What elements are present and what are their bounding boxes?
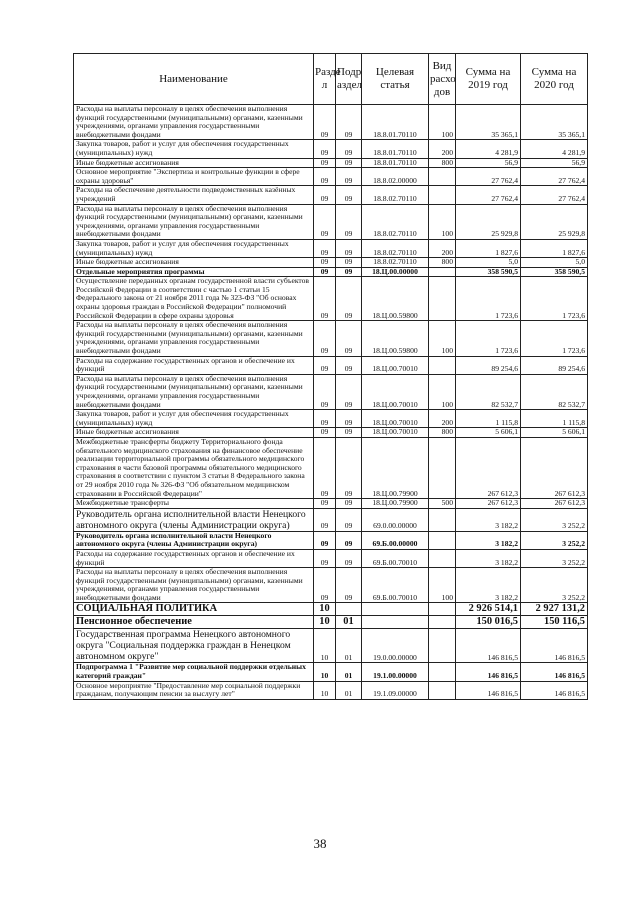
cell-razdel: 09 (314, 239, 336, 257)
cell-sum-2020: 358 590,5 (521, 267, 588, 277)
table-row (74, 168, 588, 186)
cell-sum-2019: 35 365,1 (456, 105, 521, 140)
table-row (74, 616, 588, 629)
cell-razdel: 10 (314, 629, 336, 663)
cell-podrazdel: 09 (336, 267, 362, 277)
table-row (74, 568, 588, 603)
header-target-article: Целевая статья (362, 54, 429, 105)
cell-podrazdel: 01 (336, 629, 362, 663)
cell-name: Расходы на содержание государственных органов и обеспечение их функций (74, 356, 314, 374)
cell-sum-2020: 2 927 131,2 (521, 603, 588, 616)
cell-podrazdel: 09 (336, 239, 362, 257)
table-row (74, 531, 588, 549)
cell-sum-2020: 56,9 (521, 158, 588, 168)
cell-expense-type: 100 (429, 321, 456, 356)
cell-target-article: 18.Ц.00.79900 (362, 437, 429, 498)
page-number: 38 (313, 836, 327, 851)
cell-name: Отдельные мероприятия программы (74, 267, 314, 277)
cell-razdel: 09 (314, 204, 336, 239)
cell-sum-2019: 358 590,5 (456, 267, 521, 277)
cell-name: Закупка товаров, работ и услуг для обеспечения государственных (муниципальных) нужд (74, 410, 314, 428)
cell-sum-2019: 3 182,2 (456, 531, 521, 549)
cell-target-article: 18.8.02.70110 (362, 204, 429, 239)
cell-expense-type: 100 (429, 374, 456, 409)
cell-podrazdel: 09 (336, 258, 362, 268)
cell-razdel: 09 (314, 410, 336, 428)
cell-sum-2019: 3 182,2 (456, 568, 521, 603)
table-row (74, 140, 588, 158)
budget-table (73, 53, 588, 700)
cell-expense-type: 100 (429, 204, 456, 239)
cell-sum-2020: 146 816,5 (521, 663, 588, 681)
cell-name: Расходы на содержание государственных органов и обеспечение их функций (74, 549, 314, 567)
cell-name: Осуществление переданных органам государственной власти субъектов Российской Федерации в соответствии с частью 1 статьи 15 Федерального закона от 21 ноября 2011 года № 323-ФЗ "Об основах охраны здоровья граждан в Российской Федерации" полномочий Российской Федерации в сфере охраны здоровья (74, 277, 314, 321)
cell-podrazdel: 09 (336, 158, 362, 168)
cell-name: Подпрограмма 1 "Развитие мер социальной поддержки отдельных категорий граждан" (74, 663, 314, 681)
cell-name: Закупка товаров, работ и услуг для обеспечения государственных (муниципальных) нужд (74, 239, 314, 257)
cell-sum-2020: 267 612,3 (521, 499, 588, 509)
cell-name: Расходы на выплаты персоналу в целях обеспечения выполнения функций государственными (муниципальными) органами, казенными учреждениями, органами управления государственными внебюджетными фондами (74, 374, 314, 409)
cell-razdel: 09 (314, 321, 336, 356)
cell-razdel: 09 (314, 499, 336, 509)
cell-sum-2020: 27 762,4 (521, 168, 588, 186)
cell-expense-type (429, 603, 456, 616)
cell-expense-type (429, 531, 456, 549)
cell-name: СОЦИАЛЬНАЯ ПОЛИТИКА (74, 603, 314, 616)
cell-razdel: 09 (314, 437, 336, 498)
cell-name: Расходы на выплаты персоналу в целях обеспечения выполнения функций государственными (муниципальными) органами, казенными учреждениями, органами управления государственными внебюджетными фондами (74, 204, 314, 239)
cell-name: Межбюджетные трансферты бюджету Территориального фонда обязательного медицинского страхования на финансовое обеспечение реализации территориальной программы обязательного медицинского страхования в части базовой программы обязательного медицинского страхования в соответствии с пунктом 3 статьи 8 Федерального закона от 29 ноября 2010 года № 326-ФЗ "Об обязательном медицинском страховании в Российской Федерации" (74, 437, 314, 498)
cell-razdel: 09 (314, 549, 336, 567)
cell-expense-type: 200 (429, 140, 456, 158)
cell-expense-type (429, 663, 456, 681)
cell-name: Расходы на выплаты персоналу в целях обеспечения выполнения функций государственными (муниципальными) органами, казенными учреждениями, органами управления государственными внебюджетными фондами (74, 568, 314, 603)
table-row (74, 277, 588, 321)
table-row (74, 629, 588, 663)
cell-sum-2020: 4 281,9 (521, 140, 588, 158)
header-expense-type: Вид расхо дов (429, 54, 456, 105)
cell-sum-2020: 3 252,2 (521, 549, 588, 567)
cell-expense-type: 800 (429, 258, 456, 268)
cell-expense-type (429, 267, 456, 277)
cell-expense-type (429, 549, 456, 567)
cell-sum-2020: 35 365,1 (521, 105, 588, 140)
cell-sum-2019: 1 723,6 (456, 321, 521, 356)
cell-sum-2020: 25 929,8 (521, 204, 588, 239)
cell-sum-2019: 4 281,9 (456, 140, 521, 158)
cell-sum-2019: 146 816,5 (456, 663, 521, 681)
cell-podrazdel: 09 (336, 374, 362, 409)
table-row (74, 603, 588, 616)
cell-razdel: 09 (314, 531, 336, 549)
cell-podrazdel: 01 (336, 681, 362, 699)
cell-target-article (362, 603, 429, 616)
cell-target-article: 18.8.01.70110 (362, 158, 429, 168)
cell-sum-2019: 56,9 (456, 158, 521, 168)
cell-target-article: 18.Ц.00.70010 (362, 374, 429, 409)
table-row (74, 374, 588, 409)
cell-razdel: 10 (314, 663, 336, 681)
header-podrazdel: Подр аздел (336, 54, 362, 105)
cell-name: Межбюджетные трансферты (74, 499, 314, 509)
cell-razdel: 09 (314, 568, 336, 603)
cell-podrazdel: 09 (336, 277, 362, 321)
cell-razdel: 09 (314, 356, 336, 374)
cell-podrazdel: 09 (336, 428, 362, 438)
cell-name: Иные бюджетные ассигнования (74, 428, 314, 438)
cell-razdel: 09 (314, 428, 336, 438)
cell-sum-2019: 267 612,3 (456, 437, 521, 498)
cell-podrazdel: 09 (336, 356, 362, 374)
cell-target-article: 69.Б.00.00000 (362, 531, 429, 549)
cell-podrazdel: 09 (336, 531, 362, 549)
cell-sum-2019: 1 827,6 (456, 239, 521, 257)
cell-razdel: 09 (314, 140, 336, 158)
cell-expense-type (429, 681, 456, 699)
cell-name: Расходы на выплаты персоналу в целях обеспечения выполнения функций государственными (муниципальными) органами, казенными учреждениями, органами управления государственными внебюджетными фондами (74, 105, 314, 140)
cell-podrazdel: 09 (336, 549, 362, 567)
table-row (74, 186, 588, 204)
cell-sum-2019: 146 816,5 (456, 681, 521, 699)
cell-expense-type: 200 (429, 239, 456, 257)
cell-sum-2020: 3 252,2 (521, 508, 588, 531)
cell-podrazdel: 01 (336, 663, 362, 681)
cell-name: Пенсионное обеспечение (74, 616, 314, 629)
cell-sum-2020: 1 115,8 (521, 410, 588, 428)
cell-sum-2019: 267 612,3 (456, 499, 521, 509)
cell-name: Основное мероприятие "Экспертиза и контрольные функции в сфере охраны здоровья" (74, 168, 314, 186)
table-row (74, 499, 588, 509)
cell-razdel: 10 (314, 681, 336, 699)
cell-podrazdel: 09 (336, 410, 362, 428)
cell-target-article: 19.1.09.00000 (362, 681, 429, 699)
cell-target-article: 18.8.02.70110 (362, 186, 429, 204)
cell-name: Расходы на обеспечение деятельности подведомственных казённых учреждений (74, 186, 314, 204)
cell-name: Основное мероприятие "Предоставление мер социальной поддержки гражданам, получающим пенсии за выслугу лет" (74, 681, 314, 699)
cell-name: Иные бюджетные ассигнования (74, 258, 314, 268)
cell-podrazdel: 09 (336, 437, 362, 498)
cell-name: Иные бюджетные ассигнования (74, 158, 314, 168)
cell-razdel: 09 (314, 258, 336, 268)
cell-sum-2019: 1 723,6 (456, 277, 521, 321)
cell-name: Государственная программа Ненецкого автономного округа "Социальная поддержка граждан в Ненецком автономном округе" (74, 629, 314, 663)
cell-sum-2019: 150 016,5 (456, 616, 521, 629)
cell-target-article: 69.Б.00.70010 (362, 568, 429, 603)
cell-sum-2019: 25 929,8 (456, 204, 521, 239)
cell-sum-2020: 3 252,2 (521, 531, 588, 549)
header-sum-2020: Сумма на 2020 год (521, 54, 588, 105)
cell-sum-2020: 89 254,6 (521, 356, 588, 374)
cell-expense-type (429, 186, 456, 204)
table-row (74, 239, 588, 257)
cell-target-article: 18.8.02.70110 (362, 239, 429, 257)
cell-name: Руководитель органа исполнительной власти Ненецкого автономного округа (члены Администрации округа) (74, 508, 314, 531)
cell-podrazdel (336, 603, 362, 616)
cell-razdel: 09 (314, 168, 336, 186)
cell-razdel: 09 (314, 186, 336, 204)
cell-target-article: 18.8.01.70110 (362, 105, 429, 140)
cell-target-article: 18.8.01.70110 (362, 140, 429, 158)
header-sum-2019: Сумма на 2019 год (456, 54, 521, 105)
cell-sum-2020: 3 252,2 (521, 568, 588, 603)
cell-target-article: 18.8.02.00000 (362, 168, 429, 186)
cell-sum-2020: 1 723,6 (521, 277, 588, 321)
table-row (74, 105, 588, 140)
table-row (74, 681, 588, 699)
cell-podrazdel: 09 (336, 204, 362, 239)
cell-sum-2019: 5 606,1 (456, 428, 521, 438)
cell-name: Расходы на выплаты персоналу в целях обеспечения выполнения функций государственными (муниципальными) органами, казенными учреждениями, органами управления государственными внебюджетными фондами (74, 321, 314, 356)
cell-sum-2020: 146 816,5 (521, 629, 588, 663)
cell-sum-2019: 3 182,2 (456, 549, 521, 567)
cell-name: Закупка товаров, работ и услуг для обеспечения государственных (муниципальных) нужд (74, 140, 314, 158)
cell-podrazdel: 09 (336, 168, 362, 186)
cell-expense-type: 500 (429, 499, 456, 509)
cell-sum-2020: 5 606,1 (521, 428, 588, 438)
cell-expense-type: 100 (429, 568, 456, 603)
cell-expense-type (429, 437, 456, 498)
cell-podrazdel: 09 (336, 186, 362, 204)
cell-razdel: 09 (314, 374, 336, 409)
cell-expense-type: 800 (429, 158, 456, 168)
cell-sum-2020: 267 612,3 (521, 437, 588, 498)
cell-expense-type (429, 508, 456, 531)
cell-target-article: 18.Ц.00.59800 (362, 277, 429, 321)
cell-sum-2019: 146 816,5 (456, 629, 521, 663)
cell-target-article: 18.Ц.00.70010 (362, 356, 429, 374)
cell-target-article (362, 616, 429, 629)
cell-sum-2020: 1 827,6 (521, 239, 588, 257)
cell-podrazdel: 09 (336, 499, 362, 509)
cell-sum-2019: 1 115,8 (456, 410, 521, 428)
cell-razdel: 09 (314, 508, 336, 531)
cell-razdel: 09 (314, 105, 336, 140)
cell-podrazdel: 01 (336, 616, 362, 629)
cell-razdel: 09 (314, 267, 336, 277)
cell-expense-type: 800 (429, 428, 456, 438)
table-row (74, 663, 588, 681)
cell-target-article: 69.Б.00.70010 (362, 549, 429, 567)
cell-target-article: 18.Ц.00.70010 (362, 410, 429, 428)
cell-target-article: 69.0.00.00000 (362, 508, 429, 531)
header-name: Наименование (74, 54, 314, 105)
cell-sum-2019: 27 762,4 (456, 186, 521, 204)
table-row (74, 508, 588, 531)
cell-podrazdel: 09 (336, 140, 362, 158)
cell-sum-2019: 3 182,2 (456, 508, 521, 531)
cell-sum-2020: 1 723,6 (521, 321, 588, 356)
table-row (74, 410, 588, 428)
cell-sum-2020: 27 762,4 (521, 186, 588, 204)
cell-expense-type: 200 (429, 410, 456, 428)
cell-podrazdel: 09 (336, 508, 362, 531)
cell-razdel: 10 (314, 603, 336, 616)
cell-razdel: 09 (314, 158, 336, 168)
cell-podrazdel: 09 (336, 321, 362, 356)
table-row (74, 549, 588, 567)
cell-sum-2020: 150 116,5 (521, 616, 588, 629)
cell-expense-type (429, 629, 456, 663)
cell-expense-type: 100 (429, 105, 456, 140)
cell-expense-type (429, 277, 456, 321)
table-row (74, 437, 588, 498)
cell-sum-2019: 27 762,4 (456, 168, 521, 186)
cell-target-article: 18.8.02.70110 (362, 258, 429, 268)
cell-podrazdel: 09 (336, 568, 362, 603)
cell-sum-2019: 2 926 514,1 (456, 603, 521, 616)
cell-podrazdel: 09 (336, 105, 362, 140)
cell-sum-2019: 5,0 (456, 258, 521, 268)
cell-expense-type (429, 168, 456, 186)
cell-sum-2020: 5,0 (521, 258, 588, 268)
cell-sum-2020: 82 532,7 (521, 374, 588, 409)
cell-razdel: 10 (314, 616, 336, 629)
cell-razdel: 09 (314, 277, 336, 321)
cell-target-article: 18.Ц.00.79900 (362, 499, 429, 509)
cell-target-article: 18.Ц.00.00000 (362, 267, 429, 277)
header-razdel: Разде л (314, 54, 336, 105)
cell-sum-2019: 82 532,7 (456, 374, 521, 409)
cell-sum-2020: 146 816,5 (521, 681, 588, 699)
table-row (74, 321, 588, 356)
table-row (74, 204, 588, 239)
table-row (74, 258, 588, 268)
table-header-row (74, 54, 588, 105)
cell-sum-2019: 89 254,6 (456, 356, 521, 374)
cell-name: Руководитель органа исполнительной власти Ненецкого автономного округа (члены Администрации округа) (74, 531, 314, 549)
cell-target-article: 19.1.00.00000 (362, 663, 429, 681)
table-row (74, 356, 588, 374)
cell-expense-type (429, 356, 456, 374)
cell-target-article: 18.Ц.00.70010 (362, 428, 429, 438)
cell-target-article: 18.Ц.00.59800 (362, 321, 429, 356)
cell-target-article: 19.0.00.00000 (362, 629, 429, 663)
cell-expense-type (429, 616, 456, 629)
